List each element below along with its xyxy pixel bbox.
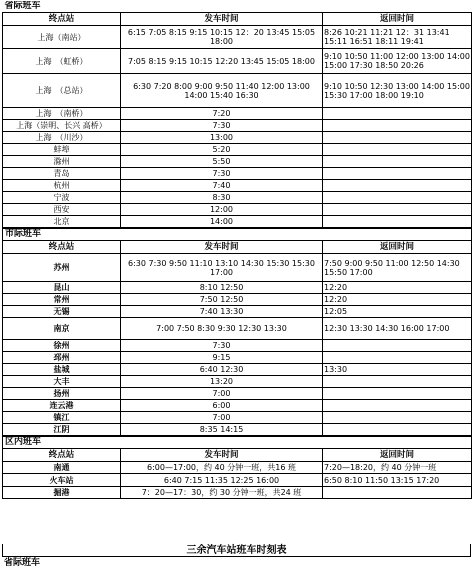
return-times-cell <box>323 180 472 192</box>
departure-times-cell: 5:50 <box>121 156 323 168</box>
return-times-cell: 12:30 13:30 14:30 16:00 17:00 <box>323 318 472 340</box>
provincial-row <box>3 168 472 180</box>
return-times-cell <box>323 132 472 144</box>
city-row <box>3 254 472 282</box>
destination-cell: 上海 （南桥） <box>3 108 121 120</box>
district-header-row <box>3 449 472 462</box>
provincial-row <box>3 192 472 204</box>
departure-times-cell: 8:10 12:50 <box>121 282 323 294</box>
return-times-cell <box>323 156 472 168</box>
destination-cell: 滁州 <box>3 156 121 168</box>
city-row <box>3 340 472 352</box>
city-row <box>3 376 472 388</box>
destination-cell: 徐州 <box>3 340 121 352</box>
destination-cell: 大丰 <box>3 376 121 388</box>
destination-cell: 掘港 <box>3 487 121 499</box>
city-header-row <box>3 241 472 254</box>
return-times-cell: 6:50 8:10 11:50 13:15 17:20 <box>323 474 472 487</box>
return-times-cell <box>323 192 472 204</box>
city-row <box>3 400 472 412</box>
departure-times-cell: 9:15 <box>121 352 323 364</box>
return-times-cell <box>323 144 472 156</box>
return-times-cell: 8:26 10:21 11:21 12：31 13:41 15:11 16:51 18:11 19:41 <box>323 26 472 49</box>
provincial-row <box>3 156 472 168</box>
departure-times-cell: 7:30 <box>121 120 323 132</box>
header-dep: 发车时间 <box>121 13 323 26</box>
city-row <box>3 364 472 376</box>
destination-cell: 北京 <box>3 216 121 228</box>
departure-times-cell: 13:00 <box>121 132 323 144</box>
return-times-cell <box>323 400 472 412</box>
city-row <box>3 282 472 294</box>
departure-times-cell: 6:00 <box>121 400 323 412</box>
city-row <box>3 352 472 364</box>
departure-times-cell: 6:30 7:20 8:00 9:00 9:50 11:40 12:00 13:00 14:00 15:40 16:30 <box>121 74 323 108</box>
district-row <box>3 474 472 487</box>
return-times-cell <box>323 388 472 400</box>
city-section-title: 市际班车 <box>5 229 42 239</box>
provincial-row <box>3 144 472 156</box>
departure-times-cell: 6:15 7:05 8:15 9:15 10:15 12：20 13:45 15:05 18:00 <box>121 26 323 49</box>
destination-cell: 南京 <box>3 318 121 340</box>
return-times-cell <box>323 204 472 216</box>
provincial-row <box>3 74 472 108</box>
provincial-row <box>3 120 472 132</box>
header-ret: 返回时间 <box>323 13 472 26</box>
district-row <box>3 462 472 474</box>
destination-cell: 苏州 <box>3 254 121 282</box>
return-times-cell <box>323 120 472 132</box>
return-times-cell <box>323 424 472 436</box>
destination-cell: 昆山 <box>3 282 121 294</box>
provincial-row <box>3 216 472 228</box>
destination-cell: 西安 <box>3 204 121 216</box>
destination-cell: 连云港 <box>3 400 121 412</box>
district-table <box>2 436 472 499</box>
return-times-cell <box>323 108 472 120</box>
destination-cell: 常州 <box>3 294 121 306</box>
return-times-cell: 9:10 10:50 11:00 12:00 13:00 14:00 15:00 17:30 18:50 20:26 <box>323 49 472 74</box>
destination-cell: 蚌埠 <box>3 144 121 156</box>
header-dep: 发车时间 <box>121 449 323 462</box>
destination-cell: 无锡 <box>3 306 121 318</box>
provincial-row <box>3 204 472 216</box>
departure-times-cell: 6:30 7:30 9:50 11:10 13:10 14:30 15:30 15:30 17:00 <box>121 254 323 282</box>
header-dest: 终点站 <box>3 241 121 254</box>
departure-times-cell: 14:00 <box>121 216 323 228</box>
provincial-row <box>3 180 472 192</box>
district-row <box>3 487 472 499</box>
city-row <box>3 424 472 436</box>
provincial-section-title: 省际班车 <box>4 1 41 11</box>
departure-times-cell: 12:00 <box>121 204 323 216</box>
destination-cell: 邳州 <box>3 352 121 364</box>
city-row <box>3 306 472 318</box>
district-section-title: 区内班车 <box>5 437 42 447</box>
departure-times-cell: 7:30 <box>121 340 323 352</box>
provincial-row <box>3 26 472 49</box>
departure-times-cell: 8:35 14:15 <box>121 424 323 436</box>
provincial-header-row <box>3 13 472 26</box>
departure-times-cell: 13:20 <box>121 376 323 388</box>
header-dest: 终点站 <box>3 13 121 26</box>
return-times-cell: 12:05 <box>323 306 472 318</box>
header-ret: 返回时间 <box>323 241 472 254</box>
city-table <box>2 228 472 436</box>
provincial-row <box>3 49 472 74</box>
departure-times-cell: 7:20 <box>121 108 323 120</box>
return-times-cell: 7:20—18:20，约 40 分钟一班 <box>323 462 472 474</box>
departure-times-cell: 7：20—17：30，约 30 分钟一班，共24 班 <box>121 487 323 499</box>
departure-times-cell: 7:30 <box>121 168 323 180</box>
destination-cell: 江阴 <box>3 424 121 436</box>
return-times-cell <box>323 487 472 499</box>
timetable-caption: 三余汽车站班车时刻表 <box>2 544 471 557</box>
return-times-cell <box>323 216 472 228</box>
departure-times-cell: 7:05 8:15 9:15 10:15 12:20 13:45 15:05 18:00 <box>121 49 323 74</box>
departure-times-cell: 6:40 12:30 <box>121 364 323 376</box>
destination-cell: 盐城 <box>3 364 121 376</box>
return-times-cell: 7:50 9:00 9:50 11:00 12:50 14:30 15:50 17:00 <box>323 254 472 282</box>
return-times-cell <box>323 352 472 364</box>
city-row <box>3 318 472 340</box>
header-dest: 终点站 <box>3 449 121 462</box>
provincial-table <box>2 1 472 228</box>
return-times-cell: 12:20 <box>323 282 472 294</box>
city-row <box>3 412 472 424</box>
departure-times-cell: 7:00 <box>121 412 323 424</box>
destination-cell: 上海（南站） <box>3 26 121 49</box>
return-times-cell <box>323 340 472 352</box>
departure-times-cell: 6:40 7:15 11:35 12:25 16:00 <box>121 474 323 487</box>
destination-cell: 青岛 <box>3 168 121 180</box>
destination-cell: 火车站 <box>3 474 121 487</box>
destination-cell: 南通 <box>3 462 121 474</box>
header-ret: 返回时间 <box>323 449 472 462</box>
destination-cell: 上海 （虹桥） <box>3 49 121 74</box>
destination-cell: 镇江 <box>3 412 121 424</box>
destination-cell: 扬州 <box>3 388 121 400</box>
departure-times-cell: 7:40 <box>121 180 323 192</box>
return-times-cell <box>323 376 472 388</box>
destination-cell: 上海（崇明、长兴 高桥） <box>3 120 121 132</box>
destination-cell: 上海 （总站） <box>3 74 121 108</box>
departure-times-cell: 7:50 12:50 <box>121 294 323 306</box>
departure-times-cell: 7:00 7:50 8:30 9:30 12:30 13:30 <box>121 318 323 340</box>
provincial-row <box>3 108 472 120</box>
return-times-cell <box>323 412 472 424</box>
destination-cell: 宁波 <box>3 192 121 204</box>
city-row <box>3 294 472 306</box>
departure-times-cell: 8:30 <box>121 192 323 204</box>
return-times-cell: 13:30 <box>323 364 472 376</box>
return-times-cell: 9:10 10:50 12:30 13:00 14:00 15:00 15:30 17:00 18:00 19:10 <box>323 74 472 108</box>
return-times-cell <box>323 168 472 180</box>
provincial-row <box>3 132 472 144</box>
header-dep: 发车时间 <box>121 241 323 254</box>
return-times-cell: 12:20 <box>323 294 472 306</box>
departure-times-cell: 6:00—17:00，约 40 分钟一班，共16 班 <box>121 462 323 474</box>
destination-cell: 上海 （川沙） <box>3 132 121 144</box>
departure-times-cell: 5:20 <box>121 144 323 156</box>
timetable-sheet <box>2 1 471 499</box>
destination-cell: 杭州 <box>3 180 121 192</box>
provincial-section-title-repeat: 省际班车 <box>4 558 41 568</box>
city-row <box>3 388 472 400</box>
departure-times-cell: 7:00 <box>121 388 323 400</box>
departure-times-cell: 7:40 13:30 <box>121 306 323 318</box>
